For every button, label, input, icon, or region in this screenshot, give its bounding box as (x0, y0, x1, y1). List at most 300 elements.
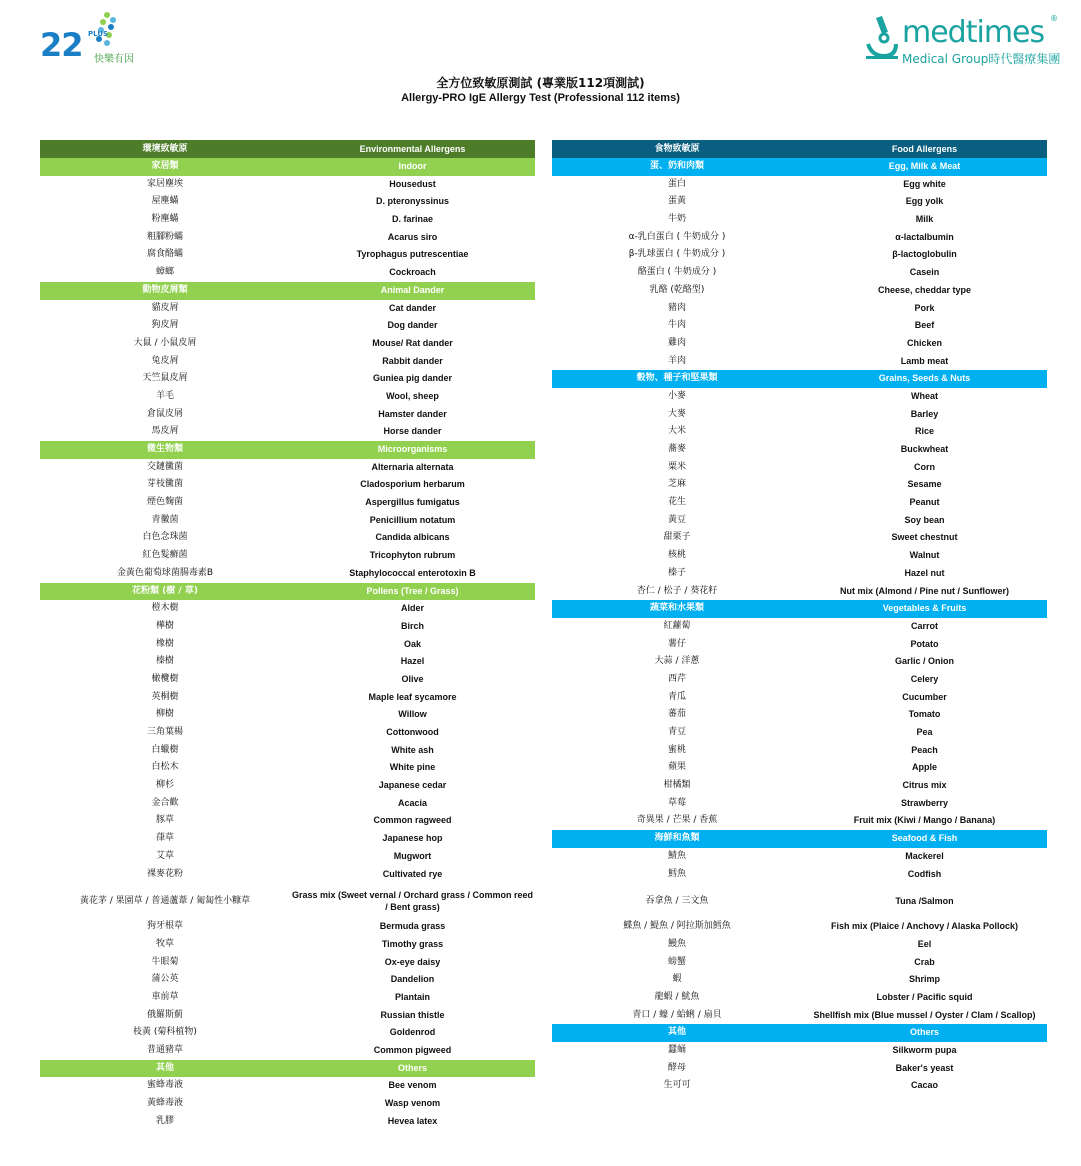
table-row (40, 795, 535, 813)
table-row (552, 547, 1047, 565)
table-row-zh: 金黃色葡萄球菌腸毒素B (116, 567, 214, 578)
table-row-zh: 屋塵蟎 (151, 196, 179, 207)
table-row-en: Acarus siro (387, 231, 438, 242)
category-header-en: Pollens (Tree / Grass) (366, 585, 459, 596)
table-row (552, 406, 1047, 424)
table-row-zh: 薯仔 (667, 638, 686, 649)
table-row (40, 971, 535, 989)
table-header (40, 140, 535, 158)
category-header (552, 830, 1047, 848)
table-row-zh: 酵母 (667, 1062, 686, 1073)
category-header-zh: 其他 (155, 1062, 174, 1073)
table-row (552, 300, 1047, 318)
table-row-zh: 乳膠 (155, 1115, 174, 1126)
table-row-zh: 紅色髮癬菌 (142, 550, 188, 561)
table-row-zh: 狗皮屑 (151, 320, 179, 331)
category-header-zh: 微生物類 (146, 444, 183, 454)
table-row-en: Potato (910, 638, 939, 649)
table-row-zh: 蘋果 (667, 762, 686, 773)
table-row-zh: 英桐樹 (151, 691, 179, 702)
table-row-zh: 葎草 (155, 833, 174, 844)
table-row-en: Rabbit dander (382, 355, 443, 366)
table-row-en: Tomato (908, 709, 941, 720)
table-row (40, 264, 535, 282)
table-row-en: Lamb meat (900, 355, 949, 366)
category-header-zh: 海鮮和魚類 (654, 833, 700, 844)
table-row-zh: 大米 (667, 426, 686, 437)
table-row (40, 830, 535, 848)
table-row-zh: 核桃 (667, 550, 686, 561)
table-row (552, 653, 1047, 671)
category-header-en: Animal Dander (380, 284, 445, 295)
table-row-zh: 腐食酪蟎 (146, 249, 183, 260)
table-row-en: Bee venom (388, 1080, 437, 1091)
table-row-zh: β-乳球蛋白 ( 牛奶成分 ) (628, 249, 726, 260)
table-row-zh: 乳酪 (乾酪型) (649, 284, 705, 295)
table-row-zh: 青豆 (667, 727, 686, 737)
table-row-en: Buckwheat (900, 444, 949, 454)
table-row (552, 918, 1047, 936)
brand-name: medtimes (902, 15, 1045, 50)
category-header-en: Grains, Seeds & Nuts (878, 373, 971, 384)
table-row-zh: 粉塵蟎 (151, 214, 179, 225)
table-row (40, 388, 535, 406)
table-row-en: β-lactoglobulin (892, 249, 957, 260)
table-row-en: Cladosporium herbarum (360, 479, 465, 490)
category-header (552, 600, 1047, 618)
table-row (40, 459, 535, 477)
table-row-en: Mackerel (905, 850, 944, 861)
category-header (40, 583, 535, 601)
table-row (40, 777, 535, 795)
logo-medtimes (862, 12, 1062, 64)
table-row-zh: 羊肉 (667, 355, 686, 366)
table-row-zh: 裸麥花粉 (146, 868, 183, 879)
title-zh: 全方位致敏原測試 (專業版112項測試) (436, 76, 645, 90)
table-row (552, 636, 1047, 654)
table-row-en: D. pteronyssinus (375, 196, 449, 207)
category-header (552, 370, 1047, 388)
table-row-en: Alternaria alternata (371, 461, 454, 472)
table-row (40, 989, 535, 1007)
table-row-en: Guniea pig dander (372, 373, 452, 384)
category-header-zh: 其他 (667, 1027, 686, 1038)
table-row-en: Apple (911, 762, 937, 773)
table-row-en: Rice (914, 426, 934, 437)
table-row-zh: 白色念珠菌 (142, 532, 188, 543)
table-row (552, 1077, 1047, 1095)
table-row (552, 777, 1047, 795)
table-row-en: Russian thistle (380, 1009, 445, 1020)
table-row-en: Cultivated rye (382, 868, 443, 879)
table-row-en: Hazel nut (904, 567, 945, 578)
table-row-en: Birch (400, 620, 424, 631)
table-row (552, 229, 1047, 247)
table-row-zh: 粗腳粉蟎 (146, 231, 183, 242)
table-row-en: Horse dander (383, 426, 442, 437)
table-row-zh: 蕃茄 (667, 709, 686, 720)
category-header (40, 282, 535, 300)
logo-plus: PLUS (88, 30, 109, 38)
table-row-zh: 蒲公英 (151, 974, 179, 985)
table-row-zh: 紅蘿蔔 (663, 620, 691, 631)
table-row-en: Egg yolk (905, 196, 944, 207)
table-row-zh: 艾草 (155, 850, 174, 861)
table-row (552, 742, 1047, 760)
table-row-en: Bermuda grass (379, 921, 446, 932)
table-row (40, 335, 535, 353)
table-row-zh: 蜜蜂毒液 (146, 1080, 183, 1091)
table-row-zh: 芽枝黴菌 (146, 479, 183, 490)
table-row-en: Pork (914, 302, 935, 313)
table-row-en: Staphylococcal enterotoxin B (349, 567, 476, 578)
table-row-zh: 榿木樹 (151, 603, 179, 614)
table-row (40, 918, 535, 936)
table-row-zh: 杏仁 / 松子 / 葵花籽 (636, 585, 718, 596)
table-row (40, 494, 535, 512)
table-row-en: Milk (915, 214, 934, 225)
table-row-en: Cockroach (389, 267, 436, 278)
table-row-en: Soy bean (904, 514, 945, 525)
table-row-zh: 橡樹 (155, 638, 174, 649)
table-row (40, 229, 535, 247)
table-row-en: α-lactalbumin (895, 231, 954, 242)
table-row-zh: 蟑螂 (155, 267, 174, 278)
brand-group: Medical Group時代醫療集團 (902, 52, 1061, 66)
table-row (552, 618, 1047, 636)
table-row-en: Carrot (910, 620, 938, 631)
table-row (40, 565, 535, 583)
category-header (40, 441, 535, 459)
table-row (552, 211, 1047, 229)
table-row (40, 547, 535, 565)
table-row-en: Tuna /Salmon (895, 895, 954, 906)
table-row-en: Japanese cedar (378, 780, 447, 791)
table-header (552, 140, 1047, 158)
table-row (552, 423, 1047, 441)
table-row-en: Citrus mix (902, 780, 947, 791)
category-header (40, 1060, 535, 1078)
table-row-zh: α-乳白蛋白 ( 牛奶成分 ) (628, 231, 726, 242)
table-row (552, 335, 1047, 353)
table-row (552, 795, 1047, 813)
table-row-zh: 牧草 (155, 938, 174, 949)
table-row (40, 300, 535, 318)
table-row-en: Ox-eye daisy (384, 956, 441, 967)
category-header-en: Others (397, 1062, 427, 1073)
table-row-en: Cacao (910, 1080, 938, 1091)
table-row-zh: 羊毛 (155, 390, 174, 401)
table-row (40, 618, 535, 636)
table-row-zh: 鱈魚 (667, 868, 686, 879)
table-row-en: Strawberry (900, 797, 949, 808)
table-row (552, 724, 1047, 742)
category-header-en: Indoor (398, 161, 427, 171)
table-row (40, 193, 535, 211)
table-header-en: Environmental Allergens (359, 144, 466, 154)
table-row (40, 211, 535, 229)
table-row-zh: 馬皮屑 (151, 426, 179, 437)
table-row-zh: 鰈魚 / 鯷魚 / 阿拉斯加鱈魚 (623, 921, 731, 932)
food-table (552, 140, 1047, 1095)
table-row-zh: 蜜桃 (667, 744, 686, 755)
table-row-en: Candida albicans (375, 532, 450, 543)
table-row-zh: 青口 / 蠔 / 蛤蜊 / 扇貝 (632, 1009, 722, 1020)
table-row (40, 353, 535, 371)
table-row-zh: 牛奶 (667, 214, 686, 225)
category-header-zh: 動物皮屑類 (142, 284, 188, 295)
table-row-zh: 酪蛋白 ( 牛奶成分 ) (637, 267, 717, 278)
table-row-en: Wasp venom (384, 1098, 441, 1109)
table-row-en: Sweet chestnut (891, 532, 958, 543)
table-row-zh: 貓皮屑 (151, 302, 179, 313)
table-row-en: Cottonwood (386, 727, 439, 737)
table-row-zh: 蕎麥 (667, 444, 686, 454)
table-row-en: Casein (909, 267, 940, 278)
table-row-zh: 普通豬草 (146, 1045, 183, 1055)
table-row-zh: 枝黃 (菊科植物) (133, 1027, 197, 1038)
table-row (552, 971, 1047, 989)
table-row-zh: 黃豆 (667, 514, 686, 525)
table-row-en: White pine (389, 762, 436, 773)
table-row-zh: 奇異果 / 芒果 / 香蕉 (636, 815, 718, 826)
table-row-zh: 兔皮屑 (151, 355, 179, 366)
table-row-en: Plantain (394, 991, 430, 1002)
table-row-zh: 榛樹 (155, 656, 174, 667)
table-row-zh: 俄羅斯薊 (146, 1009, 183, 1020)
table-row-en: Willow (398, 709, 427, 720)
table-row-zh: 蝦 (672, 974, 682, 985)
table-row (552, 264, 1047, 282)
table-row-en: Celery (910, 673, 939, 684)
table-row (40, 476, 535, 494)
table-row-en: Peach (911, 744, 938, 755)
table-row-en: Corn (914, 461, 935, 472)
table-row-zh: 蛋黃 (667, 196, 686, 207)
table-row (40, 706, 535, 724)
category-header-zh: 蔬菜和水果類 (649, 603, 704, 614)
table-row-zh: 蠶蛹 (667, 1045, 686, 1055)
table-row-en: Olive (401, 673, 424, 684)
table-row (552, 441, 1047, 459)
category-header-en: Vegetables & Fruits (882, 603, 967, 614)
table-row-en: Tyrophagus putrescentiae (356, 249, 469, 260)
table-row-en: Penicillium notatum (369, 514, 456, 525)
table-row (40, 636, 535, 654)
table-row-zh: 豚草 (155, 815, 174, 826)
environmental-table (40, 140, 535, 1130)
table-row (40, 724, 535, 742)
table-row-zh: 橄欖樹 (151, 673, 179, 684)
table-row (552, 989, 1047, 1007)
table-row (552, 459, 1047, 477)
table-row-zh: 家居塵埃 (146, 178, 183, 189)
table-row (40, 1077, 535, 1095)
table-row (552, 388, 1047, 406)
table-row-zh: 生可可 (663, 1080, 691, 1091)
table-row-en: Goldenrod (389, 1027, 436, 1038)
table-header-en: Food Allergens (891, 144, 958, 154)
logo-number: 22 (40, 26, 83, 64)
table-row (552, 1060, 1047, 1078)
table-row-zh: 大麥 (667, 408, 686, 419)
table-row-zh: 鰻魚 (667, 938, 686, 949)
table-row-zh: 青黴菌 (151, 514, 179, 525)
table-row-en: Japanese hop (382, 833, 443, 844)
table-row-en: White ash (391, 744, 434, 755)
table-row (552, 866, 1047, 884)
table-row-zh: 牛肉 (667, 320, 686, 331)
table-row-en: Grass mix (Sweet vernal / Orchard grass / Common reed / Bent grass) (291, 889, 534, 912)
table-row-zh: 柳杉 (155, 780, 174, 791)
category-header (552, 1024, 1047, 1042)
table-row-en: Fruit mix (Kiwi / Mango / Banana) (853, 815, 996, 826)
table-row-en: Garlic / Onion (894, 656, 954, 667)
table-row-en: Chicken (906, 337, 942, 348)
table-row-en: Timothy grass (381, 938, 444, 949)
table-row-en: D. farinae (391, 214, 433, 225)
table-row (40, 653, 535, 671)
table-row-en: Silkworm pupa (892, 1045, 957, 1055)
table-row-zh: 甜栗子 (663, 532, 691, 543)
table-row-zh: 雞肉 (667, 337, 686, 348)
table-row-en: Peanut (909, 497, 940, 508)
table-row-zh: 草莓 (667, 797, 686, 808)
table-row-zh: 西芹 (667, 673, 686, 684)
table-row-zh: 樺樹 (155, 620, 174, 631)
table-row (552, 583, 1047, 601)
table-header-zh: 食物致敏原 (654, 144, 700, 154)
table-row (40, 176, 535, 194)
table-row-en: Housedust (389, 178, 436, 189)
table-row-en: Mugwort (393, 850, 432, 861)
table-row-en: Beef (914, 320, 935, 331)
logo-tagline: 快樂有因 (94, 54, 134, 65)
table-row (552, 494, 1047, 512)
table-row-zh: 狗牙根草 (146, 921, 183, 932)
table-row-en: Maple leaf sycamore (368, 691, 457, 702)
table-row (40, 936, 535, 954)
table-row (40, 406, 535, 424)
table-row (40, 671, 535, 689)
table-row-en: Tricophyton rubrum (369, 550, 456, 561)
table-row (552, 282, 1047, 300)
category-header-en: Seafood & Fish (891, 833, 958, 844)
table-row-en: Common ragweed (373, 815, 452, 826)
table-row (552, 317, 1047, 335)
table-row (40, 1113, 535, 1131)
table-row (40, 848, 535, 866)
category-header-en: Microorganisms (377, 444, 448, 454)
table-row-zh: 青瓜 (667, 691, 686, 702)
table-row-en: Crab (914, 956, 935, 967)
category-header-en: Egg, Milk & Meat (888, 161, 961, 171)
table-row (40, 317, 535, 335)
table-row (552, 353, 1047, 371)
table-row-zh: 天竺鼠皮屑 (142, 373, 188, 384)
table-row (552, 759, 1047, 777)
table-row-zh: 倉鼠皮屑 (146, 408, 183, 419)
table-row (552, 529, 1047, 547)
table-row-en: Cat dander (388, 302, 436, 313)
table-row-en: Walnut (909, 550, 940, 561)
table-row-zh: 芝麻 (667, 479, 686, 490)
table-row (552, 671, 1047, 689)
table-row-en: Mouse/ Rat dander (372, 337, 453, 348)
trademark: ® (1050, 14, 1058, 23)
category-header-en: Others (909, 1027, 939, 1038)
table-row (40, 1095, 535, 1113)
table-row-en: Nut mix (Almond / Pine nut / Sunflower) (840, 585, 1009, 596)
table-row-en: Barley (910, 408, 939, 419)
table-row-en: Hazel (400, 656, 425, 667)
table-row-en: Wheat (911, 390, 938, 401)
table-row (552, 706, 1047, 724)
table-row-en: Aspergillus fumigatus (365, 497, 460, 508)
table-row (552, 883, 1047, 918)
table-row-zh: 三角葉楊 (146, 727, 183, 737)
table-row (552, 512, 1047, 530)
table-row-en: Pea (916, 727, 933, 737)
table-row (40, 883, 535, 918)
table-row-en: Dandelion (390, 974, 435, 985)
table-row-en: Alder (400, 603, 424, 614)
table-row-zh: 黃蜂毒液 (146, 1098, 183, 1109)
table-row-en: Shellfish mix (Blue mussel / Oyster / Clam / Scallop) (813, 1009, 1036, 1020)
category-header-zh: 蛋、奶和肉類 (649, 161, 704, 171)
table-row-zh: 龍蝦 / 魷魚 (654, 991, 700, 1002)
table-row-zh: 交鏈黴菌 (146, 461, 183, 472)
table-row-en: Egg white (903, 178, 946, 189)
table-row-en: Eel (917, 938, 932, 949)
table-row-zh: 螃蟹 (667, 956, 686, 967)
table-row-en: Oak (403, 638, 421, 649)
table-row-en: Lobster / Pacific squid (876, 991, 973, 1002)
table-row (40, 866, 535, 884)
table-row-zh: 柳樹 (155, 709, 174, 720)
table-row-zh: 白蠟樹 (151, 744, 179, 755)
category-header (40, 158, 535, 176)
table-row (40, 246, 535, 264)
table-row-en: Baker's yeast (895, 1062, 954, 1073)
category-header-zh: 花粉類 (樹 / 草) (132, 585, 198, 596)
table-row-en: Fish mix (Plaice / Anchovy / Alaska Pollock) (831, 921, 1018, 932)
table-row-en: Hevea latex (387, 1115, 438, 1126)
table-row-en: Sesame (907, 479, 942, 490)
table-row-en: Cucumber (902, 691, 947, 702)
table-row (40, 529, 535, 547)
table-row (552, 812, 1047, 830)
table-row (552, 476, 1047, 494)
table-row-en: Hamster dander (378, 408, 447, 419)
table-row (552, 689, 1047, 707)
table-row-en: Wool, sheep (386, 390, 439, 401)
category-header-zh: 穀物、種子和堅果類 (636, 373, 718, 384)
category-header-zh: 家居類 (151, 161, 179, 171)
table-row-zh: 煙色麴菌 (146, 497, 183, 508)
table-row-zh: 大鼠 / 小鼠皮屑 (133, 337, 197, 348)
table-row-zh: 榛子 (667, 567, 686, 578)
table-row-zh: 白松木 (151, 762, 179, 773)
table-row-zh: 車前草 (151, 991, 179, 1002)
table-row-en: Cheese, cheddar type (877, 284, 972, 295)
table-row (552, 954, 1047, 972)
table-row (552, 565, 1047, 583)
title-en: Allergy-PRO IgE Allergy Test (Professional 112 items) (401, 92, 680, 104)
category-header (552, 158, 1047, 176)
table-row-zh: 豬肉 (667, 302, 686, 313)
table-row (552, 1007, 1047, 1025)
